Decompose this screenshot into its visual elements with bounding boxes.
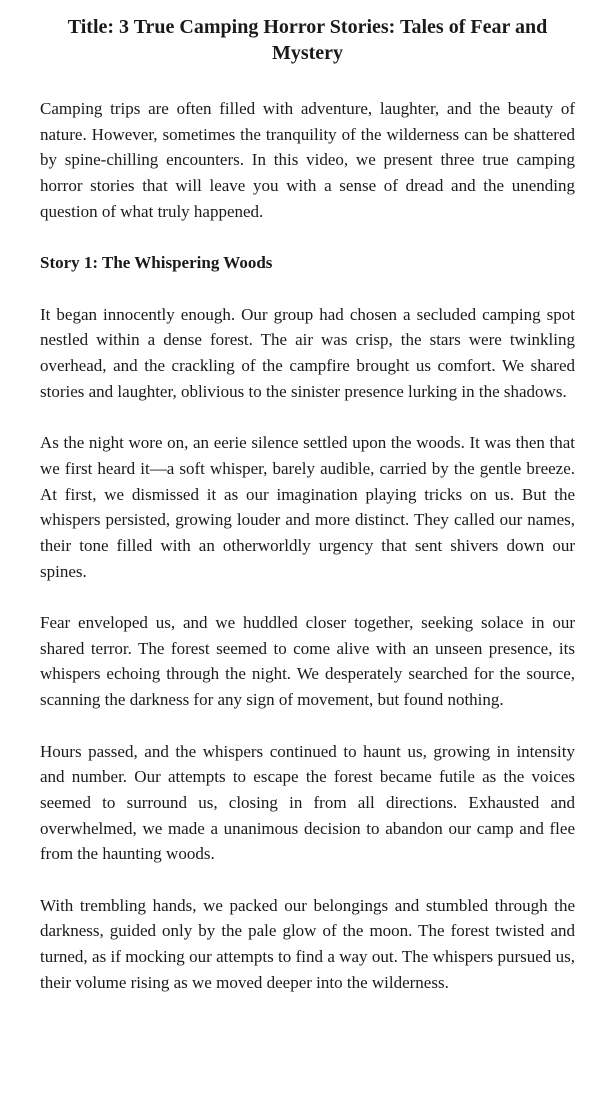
story-1-paragraph-1: It began innocently enough. Our group had chosen a secluded camping spot nestled within a dense forest. The air was crisp, the stars were twinkling overhead, and the crackling of the campfire brought us comfort. We shared stories and laughter, oblivious to the sinister presence lurking in the shadows. xyxy=(40,304,575,401)
spacer xyxy=(40,584,575,610)
spacer xyxy=(40,867,575,893)
story-1-heading: Story 1: The Whispering Woods xyxy=(40,253,273,273)
story-1-paragraph-4: Hours passed, and the whispers continued to haunt us, growing in intensity and number. Our attempts to escape the forest became futile as the voices seemed to surround us, closing in from all directions. Exhausted and overwhelmed, we made a unanimous decision to abandon our camp and flee from the haunting woods. xyxy=(40,741,575,864)
spacer xyxy=(40,276,575,302)
spacer xyxy=(40,66,575,96)
spacer xyxy=(40,713,575,739)
story-1-paragraph-5: With trembling hands, we packed our belongings and stumbled through the darkness, guided only by the pale glow of the moon. The forest twisted and turned, as if mocking our attempts to find a way out. The whispers pursued us, their volume rising as we moved deeper into the wilderness. xyxy=(40,895,575,992)
spacer xyxy=(40,225,575,251)
story-1-paragraph-2: As the night wore on, an eerie silence settled upon the woods. It was then that we first heard it—a soft whisper, barely audible, carried by the gentle breeze. At first, we dismissed it as our imagination playing tricks on us. But the whispers persisted, growing louder and more distinct. They called our names, their tone filled with an otherworldly urgency that sent shivers down our spines. xyxy=(40,433,575,581)
document-title: Title: 3 True Camping Horror Stories: Tales of Fear and Mystery xyxy=(67,16,548,64)
story-1-paragraph-3: Fear enveloped us, and we huddled closer together, seeking solace in our shared terror. The forest seemed to come alive with an unseen presence, its whispers echoing through the night. We desperately searched for the source, scanning the darkness for any sign of movement, but found nothing. xyxy=(40,613,575,710)
spacer xyxy=(40,404,575,430)
intro-paragraph: Camping trips are often filled with adventure, laughter, and the beauty of nature. However, sometimes the tranquility of the wilderness can be shattered by spine-chilling encounters. In this video, we present three true camping horror stories that will leave you with a sense of dread and the unending question of what truly happened. xyxy=(40,99,575,221)
